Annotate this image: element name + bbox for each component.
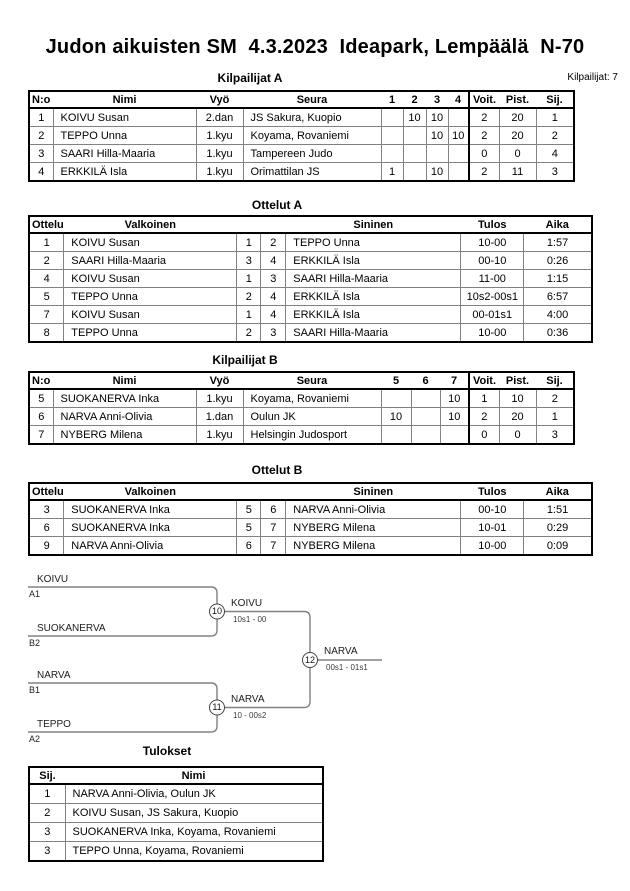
header-aika: Aika — [524, 483, 592, 500]
cell: 3 — [29, 500, 64, 519]
cell: SUOKANERVA Inka, Koyama, Rovaniemi — [65, 823, 323, 842]
matches-b-table — [28, 482, 593, 556]
cell: 6 — [29, 519, 64, 537]
cell: 10 — [426, 127, 448, 145]
results-header-row — [29, 767, 323, 784]
cell: 1.dan — [196, 408, 243, 426]
cell: 0:29 — [524, 519, 592, 537]
cell — [403, 145, 426, 163]
cell: 0 — [469, 145, 499, 163]
table-row — [29, 306, 592, 324]
cell: 00-10 — [461, 500, 524, 519]
semifinal-2-winner: NARVA — [231, 694, 265, 705]
header-voit: Voit. — [469, 372, 499, 389]
table-row — [29, 537, 592, 556]
cell: 9 — [29, 537, 64, 556]
cell: 2 — [237, 324, 261, 343]
cell: 4 — [261, 306, 286, 324]
cell: KOIVU Susan — [64, 306, 237, 324]
header-r3: 3 — [426, 91, 448, 108]
header-pist: Pist. — [499, 91, 536, 108]
cell: 5 — [29, 389, 53, 408]
bracket-slot-code: B1 — [29, 685, 41, 695]
pool-a-heading: Kilpailijat A — [217, 71, 283, 85]
table-row — [29, 408, 574, 426]
semifinal-1-winner: KOIVU — [231, 598, 263, 609]
table-row — [29, 823, 323, 842]
cell — [381, 145, 403, 163]
pool-a-table — [28, 90, 575, 182]
header-seura: Seura — [243, 91, 381, 108]
cell: 2.dan — [196, 108, 243, 127]
header-sij: Sij. — [536, 372, 574, 389]
cell: ERKKILÄ Isla — [53, 163, 196, 182]
final-bracket — [0, 560, 630, 760]
cell: 1 — [536, 108, 574, 127]
cell: 2 — [469, 408, 499, 426]
cell: 11-00 — [461, 270, 524, 288]
cell — [411, 426, 440, 445]
cell: 3 — [237, 252, 261, 270]
cell: 6 — [261, 500, 286, 519]
cell: SUOKANERVA Inka — [64, 519, 237, 537]
cell: 2 — [536, 127, 574, 145]
cell: 20 — [499, 408, 536, 426]
cell — [411, 389, 440, 408]
cell: NARVA Anni-Olivia — [286, 500, 461, 519]
cell: 10 — [403, 108, 426, 127]
header-valkoinen: Valkoinen — [64, 216, 237, 233]
bracket-slot-code: B2 — [29, 638, 41, 648]
table-row — [29, 145, 574, 163]
cell: 3 — [536, 426, 574, 445]
cell: 7 — [29, 306, 64, 324]
cell: SUOKANERVA Inka — [64, 500, 237, 519]
cell — [381, 426, 411, 445]
header-nimi: Nimi — [53, 372, 196, 389]
cell: 1 — [469, 389, 499, 408]
cell: 1.kyu — [196, 426, 243, 445]
cell: 3 — [29, 145, 53, 163]
cell: 2 — [469, 163, 499, 182]
header-sij: Sij. — [536, 91, 574, 108]
cell: 2 — [237, 288, 261, 306]
cell: 3 — [29, 842, 65, 862]
table-row — [29, 252, 592, 270]
table-row — [29, 127, 574, 145]
cell: 0:26 — [524, 252, 592, 270]
cell: Koyama, Rovaniemi — [243, 389, 381, 408]
cell — [381, 389, 411, 408]
cell: 7 — [261, 519, 286, 537]
cell: TEPPO Unna, Koyama, Rovaniemi — [65, 842, 323, 862]
semifinal-1-score: 10s1 - 00 — [233, 615, 267, 624]
semifinal-2-score: 10 - 00s2 — [233, 711, 267, 720]
cell: 20 — [499, 108, 536, 127]
cell: 1 — [237, 306, 261, 324]
cell: 6 — [29, 408, 53, 426]
cell: 0 — [499, 145, 536, 163]
cell: 2 — [29, 804, 65, 823]
cell: 0:09 — [524, 537, 592, 556]
cell: 3 — [29, 823, 65, 842]
header-r7: 7 — [440, 372, 469, 389]
cell: 1 — [29, 784, 65, 804]
match-number: 10 — [211, 606, 222, 616]
cell: NARVA Anni-Olivia, Oulun JK — [65, 784, 323, 804]
cell — [403, 127, 426, 145]
cell: 10 — [448, 127, 469, 145]
cell: 20 — [499, 127, 536, 145]
table-row — [29, 233, 592, 252]
pool-a-header-row — [29, 91, 574, 108]
matches-a-table — [28, 215, 593, 343]
cell: KOIVU Susan — [64, 270, 237, 288]
header-sij: Sij. — [29, 767, 65, 784]
cell: TEPPO Unna — [53, 127, 196, 145]
cell: 1:51 — [524, 500, 592, 519]
cell: 4 — [29, 163, 53, 182]
cell: 5 — [29, 288, 64, 306]
cell: 4 — [261, 288, 286, 306]
match-number: 12 — [304, 655, 315, 665]
cell — [448, 145, 469, 163]
results-heading: Tulokset — [142, 744, 192, 758]
cell: SAARI Hilla-Maaria — [286, 270, 461, 288]
header-vyo: Vyö — [196, 91, 243, 108]
cell: 0 — [469, 426, 499, 445]
cell: 3 — [261, 324, 286, 343]
table-row — [29, 500, 592, 519]
cell — [448, 108, 469, 127]
bracket-slot-code: A1 — [29, 589, 41, 599]
cell: 10-01 — [461, 519, 524, 537]
cell: 3 — [261, 270, 286, 288]
table-row — [29, 270, 592, 288]
header-r6: 6 — [411, 372, 440, 389]
competitor-count: Kilpailijat: 7 — [567, 72, 618, 83]
pool-b-header-row — [29, 372, 574, 389]
cell: 3 — [536, 163, 574, 182]
cell: ERKKILÄ Isla — [286, 252, 461, 270]
cell: 11 — [499, 163, 536, 182]
table-row — [29, 324, 592, 343]
cell: KOIVU Susan, JS Sakura, Kuopio — [65, 804, 323, 823]
cell: 10 — [426, 108, 448, 127]
final-winner: NARVA — [324, 646, 358, 657]
cell: 1.kyu — [196, 127, 243, 145]
table-row — [29, 519, 592, 537]
cell: 1:15 — [524, 270, 592, 288]
cell: 1 — [536, 408, 574, 426]
cell — [411, 408, 440, 426]
cell: SUOKANERVA Inka — [53, 389, 196, 408]
header-sininen: Sininen — [286, 216, 461, 233]
cell: 2 — [261, 233, 286, 252]
cell: 00-10 — [461, 252, 524, 270]
cell: Helsingin Judosport — [243, 426, 381, 445]
cell: SAARI Hilla-Maaria — [53, 145, 196, 163]
header-r4: 4 — [448, 91, 469, 108]
cell — [381, 108, 403, 127]
header-r5: 5 — [381, 372, 411, 389]
cell: 10 — [440, 389, 469, 408]
table-row — [29, 426, 574, 445]
cell — [426, 145, 448, 163]
header-no: N:o — [29, 91, 53, 108]
cell: 7 — [29, 426, 53, 445]
cell: 10-00 — [461, 537, 524, 556]
header-spacer — [237, 483, 286, 500]
cell: SAARI Hilla-Maaria — [286, 324, 461, 343]
header-seura: Seura — [243, 372, 381, 389]
cell: NYBERG Milena — [286, 519, 461, 537]
cell: 2 — [469, 108, 499, 127]
bracket-slot-name: SUOKANERVA — [37, 623, 106, 634]
cell: 7 — [261, 537, 286, 556]
cell: 6 — [237, 537, 261, 556]
cell: 10 — [426, 163, 448, 182]
header-pist: Pist. — [499, 372, 536, 389]
cell — [403, 163, 426, 182]
cell: 5 — [237, 519, 261, 537]
matches-a-heading: Ottelut A — [251, 198, 303, 212]
cell: 1 — [29, 233, 64, 252]
cell: 00-01s1 — [461, 306, 524, 324]
final-score: 00s1 - 01s1 — [326, 663, 368, 672]
matches-b-heading: Ottelut B — [251, 463, 303, 477]
cell: NARVA Anni-Olivia — [53, 408, 196, 426]
cell: 6:57 — [524, 288, 592, 306]
table-row — [29, 163, 574, 182]
cell: 0 — [499, 426, 536, 445]
cell: 10 — [499, 389, 536, 408]
table-row — [29, 784, 323, 804]
matches-b-header-row — [29, 483, 592, 500]
header-voit: Voit. — [469, 91, 499, 108]
cell: 10-00 — [461, 324, 524, 343]
header-ottelu: Ottelu — [29, 483, 64, 500]
cell: 1.kyu — [196, 145, 243, 163]
matches-a-header-row — [29, 216, 592, 233]
header-ottelu: Ottelu — [29, 216, 64, 233]
cell: 4 — [29, 270, 64, 288]
cell: 0:36 — [524, 324, 592, 343]
results-table — [28, 766, 324, 862]
pool-b-table — [28, 371, 575, 445]
cell: 1 — [29, 108, 53, 127]
cell: 2 — [536, 389, 574, 408]
header-r2: 2 — [403, 91, 426, 108]
table-row — [29, 108, 574, 127]
cell: JS Sakura, Kuopio — [243, 108, 381, 127]
header-aika: Aika — [524, 216, 592, 233]
bracket-slot-name: KOIVU — [37, 574, 69, 585]
header-nimi: Nimi — [53, 91, 196, 108]
table-row — [29, 389, 574, 408]
cell — [448, 163, 469, 182]
cell: 4 — [261, 252, 286, 270]
cell: ERKKILÄ Isla — [286, 288, 461, 306]
cell: 10-00 — [461, 233, 524, 252]
cell: Tampereen Judo — [243, 145, 381, 163]
cell: 5 — [237, 500, 261, 519]
cell: 2 — [29, 252, 64, 270]
cell: 2 — [469, 127, 499, 145]
cell: KOIVU Susan — [53, 108, 196, 127]
cell: 10s2-00s1 — [461, 288, 524, 306]
header-no: N:o — [29, 372, 53, 389]
cell: 1.kyu — [196, 389, 243, 408]
cell: KOIVU Susan — [64, 233, 237, 252]
cell: NYBERG Milena — [286, 537, 461, 556]
cell: 10 — [440, 408, 469, 426]
header-spacer — [237, 216, 286, 233]
header-tulos: Tulos — [461, 483, 524, 500]
header-valkoinen: Valkoinen — [64, 483, 237, 500]
cell — [381, 127, 403, 145]
cell: 10 — [381, 408, 411, 426]
header-tulos: Tulos — [461, 216, 524, 233]
cell: 2 — [29, 127, 53, 145]
bracket-slot-name: TEPPO — [37, 719, 71, 730]
table-row — [29, 804, 323, 823]
header-sininen: Sininen — [286, 483, 461, 500]
header-vyo: Vyö — [196, 372, 243, 389]
header-r1: 1 — [381, 91, 403, 108]
cell: TEPPO Unna — [64, 324, 237, 343]
pool-b-heading: Kilpailijat B — [212, 353, 278, 367]
cell: 1 — [237, 233, 261, 252]
cell: 1:57 — [524, 233, 592, 252]
cell: 1 — [381, 163, 403, 182]
table-row — [29, 288, 592, 306]
cell — [440, 426, 469, 445]
cell: 1 — [237, 270, 261, 288]
bracket-slot-name: NARVA — [37, 670, 71, 681]
cell: Koyama, Rovaniemi — [243, 127, 381, 145]
cell: 1.kyu — [196, 163, 243, 182]
cell: 8 — [29, 324, 64, 343]
cell: 4 — [536, 145, 574, 163]
cell: ERKKILÄ Isla — [286, 306, 461, 324]
table-row — [29, 842, 323, 862]
cell: TEPPO Unna — [64, 288, 237, 306]
page-title: Judon aikuisten SM 4.3.2023 Ideapark, Lempäälä N-70 — [45, 36, 585, 58]
match-number: 11 — [212, 702, 222, 712]
cell: 4:00 — [524, 306, 592, 324]
cell: SAARI Hilla-Maaria — [64, 252, 237, 270]
cell: TEPPO Unna — [286, 233, 461, 252]
header-nimi: Nimi — [65, 767, 323, 784]
cell: NYBERG Milena — [53, 426, 196, 445]
cell: NARVA Anni-Olivia — [64, 537, 237, 556]
bracket-slot-code: A2 — [29, 734, 41, 744]
cell: Oulun JK — [243, 408, 381, 426]
cell: Orimattilan JS — [243, 163, 381, 182]
